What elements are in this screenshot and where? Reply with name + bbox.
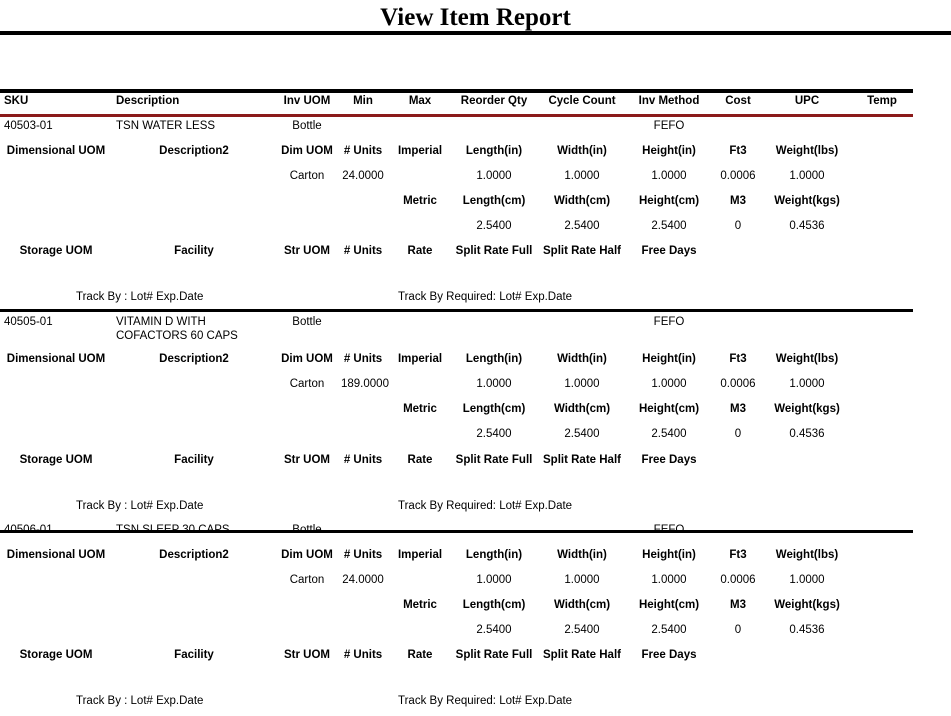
item-inv-uom: Bottle — [292, 524, 322, 536]
item-width-in: 1.0000 — [564, 378, 600, 390]
imperial-label: Imperial — [397, 145, 443, 157]
units-label: # Units — [343, 353, 383, 365]
rate-label: Rate — [407, 454, 433, 466]
item-inv-method: FEFO — [653, 524, 685, 536]
report-title: View Item Report — [380, 4, 571, 31]
weight-lbs-label: Weight(lbs) — [775, 549, 839, 561]
item-ft3: 0.0006 — [720, 378, 756, 390]
col-reorder-qty-header: Reorder Qty — [460, 95, 528, 107]
m3-label: M3 — [730, 599, 746, 611]
facility-label: Facility — [174, 649, 214, 661]
split-rate-full-label: Split Rate Full — [455, 245, 533, 257]
units-label: # Units — [343, 145, 383, 157]
metric-label: Metric — [403, 599, 437, 611]
item-m3: 0 — [734, 624, 742, 636]
title-rule — [0, 31, 951, 35]
length-in-label: Length(in) — [465, 549, 523, 561]
dim-uom-label: Dim UOM — [281, 145, 333, 157]
item-width-in: 1.0000 — [564, 170, 600, 182]
item-height-in: 1.0000 — [651, 170, 687, 182]
description2-label: Description2 — [159, 353, 229, 365]
item-length-cm: 2.5400 — [476, 220, 512, 232]
item-height-in: 1.0000 — [651, 378, 687, 390]
col-cost-header: Cost — [725, 95, 751, 107]
col-temp-header: Temp — [867, 95, 897, 107]
item-track-by-required: Track By Required: Lot# Exp.Date — [398, 695, 573, 707]
item-sku: 40506-01 — [4, 524, 53, 536]
item-track-by-required: Track By Required: Lot# Exp.Date — [398, 291, 573, 303]
height-cm-label: Height(cm) — [638, 599, 700, 611]
width-cm-label: Width(cm) — [553, 599, 611, 611]
header-bottom-rule — [0, 114, 913, 117]
split-rate-half-label: Split Rate Half — [543, 245, 621, 257]
col-description-header: Description — [116, 95, 180, 107]
description2-label: Description2 — [159, 145, 229, 157]
item-width-cm: 2.5400 — [564, 624, 600, 636]
item-length-in: 1.0000 — [476, 574, 512, 586]
item-dim-uom: Carton — [289, 574, 325, 586]
item-m3: 0 — [734, 220, 742, 232]
storage-units-label: # Units — [343, 245, 383, 257]
length-cm-label: Length(cm) — [462, 403, 526, 415]
item-dim-uom: Carton — [289, 170, 325, 182]
dimensional-uom-label: Dimensional UOM — [6, 353, 106, 365]
item-length-in: 1.0000 — [476, 170, 512, 182]
item-units: 24.0000 — [342, 574, 384, 586]
split-rate-half-label: Split Rate Half — [543, 454, 621, 466]
item-weight-lbs: 1.0000 — [789, 170, 825, 182]
item-width-in: 1.0000 — [564, 574, 600, 586]
units-label: # Units — [343, 549, 383, 561]
imperial-label: Imperial — [397, 353, 443, 365]
storage-uom-label: Storage UOM — [19, 649, 93, 661]
storage-uom-label: Storage UOM — [19, 245, 93, 257]
rate-label: Rate — [407, 649, 433, 661]
free-days-label: Free Days — [641, 454, 697, 466]
weight-lbs-label: Weight(lbs) — [775, 145, 839, 157]
item-width-cm: 2.5400 — [564, 220, 600, 232]
item-height-cm: 2.5400 — [651, 220, 687, 232]
item-weight-lbs: 1.0000 — [789, 378, 825, 390]
item-track-by: Track By : Lot# Exp.Date — [76, 500, 204, 512]
item-track-by: Track By : Lot# Exp.Date — [76, 291, 204, 303]
dim-uom-label: Dim UOM — [281, 353, 333, 365]
weight-kgs-label: Weight(kgs) — [774, 195, 840, 207]
width-in-label: Width(in) — [557, 145, 607, 157]
m3-label: M3 — [730, 403, 746, 415]
item-weight-kgs: 0.4536 — [789, 428, 825, 440]
header-top-rule — [0, 89, 913, 93]
item-length-cm: 2.5400 — [476, 624, 512, 636]
col-max-header: Max — [408, 95, 432, 107]
item-length-in: 1.0000 — [476, 378, 512, 390]
item-description: TSN SLEEP 30 CAPS — [116, 524, 230, 536]
length-in-label: Length(in) — [465, 353, 523, 365]
width-cm-label: Width(cm) — [553, 403, 611, 415]
split-rate-full-label: Split Rate Full — [455, 454, 533, 466]
free-days-label: Free Days — [641, 245, 697, 257]
storage-units-label: # Units — [343, 649, 383, 661]
item-units: 189.0000 — [341, 378, 389, 390]
item-length-cm: 2.5400 — [476, 428, 512, 440]
item-ft3: 0.0006 — [720, 574, 756, 586]
item-sku: 40503-01 — [4, 120, 53, 132]
width-in-label: Width(in) — [557, 549, 607, 561]
item-inv-method: FEFO — [653, 316, 685, 328]
storage-units-label: # Units — [343, 454, 383, 466]
item-weight-kgs: 0.4536 — [789, 624, 825, 636]
item-description: TSN WATER LESS — [116, 120, 216, 132]
item-inv-uom: Bottle — [292, 316, 322, 328]
storage-uom-label: Storage UOM — [19, 454, 93, 466]
ft3-label: Ft3 — [729, 145, 747, 157]
item-description: VITAMIN D WITH COFACTORS 60 CAPS — [116, 316, 238, 342]
facility-label: Facility — [174, 454, 214, 466]
item-inv-method: FEFO — [653, 120, 685, 132]
record-separator-rule — [0, 309, 913, 312]
length-cm-label: Length(cm) — [462, 195, 526, 207]
ft3-label: Ft3 — [729, 353, 747, 365]
rate-label: Rate — [407, 245, 433, 257]
ft3-label: Ft3 — [729, 549, 747, 561]
item-weight-lbs: 1.0000 — [789, 574, 825, 586]
item-height-in: 1.0000 — [651, 574, 687, 586]
item-units: 24.0000 — [342, 170, 384, 182]
item-m3: 0 — [734, 428, 742, 440]
width-cm-label: Width(cm) — [553, 195, 611, 207]
facility-label: Facility — [174, 245, 214, 257]
item-width-cm: 2.5400 — [564, 428, 600, 440]
item-height-cm: 2.5400 — [651, 624, 687, 636]
free-days-label: Free Days — [641, 649, 697, 661]
item-weight-kgs: 0.4536 — [789, 220, 825, 232]
str-uom-label: Str UOM — [284, 454, 330, 466]
item-sku: 40505-01 — [4, 316, 53, 328]
col-cycle-count-header: Cycle Count — [548, 95, 616, 107]
width-in-label: Width(in) — [557, 353, 607, 365]
imperial-label: Imperial — [397, 549, 443, 561]
length-cm-label: Length(cm) — [462, 599, 526, 611]
split-rate-half-label: Split Rate Half — [543, 649, 621, 661]
item-dim-uom: Carton — [289, 378, 325, 390]
height-in-label: Height(in) — [642, 353, 696, 365]
description2-label: Description2 — [159, 549, 229, 561]
col-upc-header: UPC — [794, 95, 820, 107]
item-inv-uom: Bottle — [292, 120, 322, 132]
col-inv-uom-header: Inv UOM — [283, 95, 331, 107]
metric-label: Metric — [403, 403, 437, 415]
weight-lbs-label: Weight(lbs) — [775, 353, 839, 365]
col-min-header: Min — [353, 95, 373, 107]
metric-label: Metric — [403, 195, 437, 207]
dimensional-uom-label: Dimensional UOM — [6, 145, 106, 157]
item-height-cm: 2.5400 — [651, 428, 687, 440]
str-uom-label: Str UOM — [284, 649, 330, 661]
weight-kgs-label: Weight(kgs) — [774, 403, 840, 415]
col-sku-header: SKU — [4, 95, 29, 107]
dim-uom-label: Dim UOM — [281, 549, 333, 561]
m3-label: M3 — [730, 195, 746, 207]
height-cm-label: Height(cm) — [638, 195, 700, 207]
split-rate-full-label: Split Rate Full — [455, 649, 533, 661]
height-in-label: Height(in) — [642, 549, 696, 561]
height-cm-label: Height(cm) — [638, 403, 700, 415]
weight-kgs-label: Weight(kgs) — [774, 599, 840, 611]
str-uom-label: Str UOM — [284, 245, 330, 257]
item-track-by-required: Track By Required: Lot# Exp.Date — [398, 500, 573, 512]
item-track-by: Track By : Lot# Exp.Date — [76, 695, 204, 707]
dimensional-uom-label: Dimensional UOM — [6, 549, 106, 561]
col-inv-method-header: Inv Method — [638, 95, 700, 107]
height-in-label: Height(in) — [642, 145, 696, 157]
length-in-label: Length(in) — [465, 145, 523, 157]
item-ft3: 0.0006 — [720, 170, 756, 182]
